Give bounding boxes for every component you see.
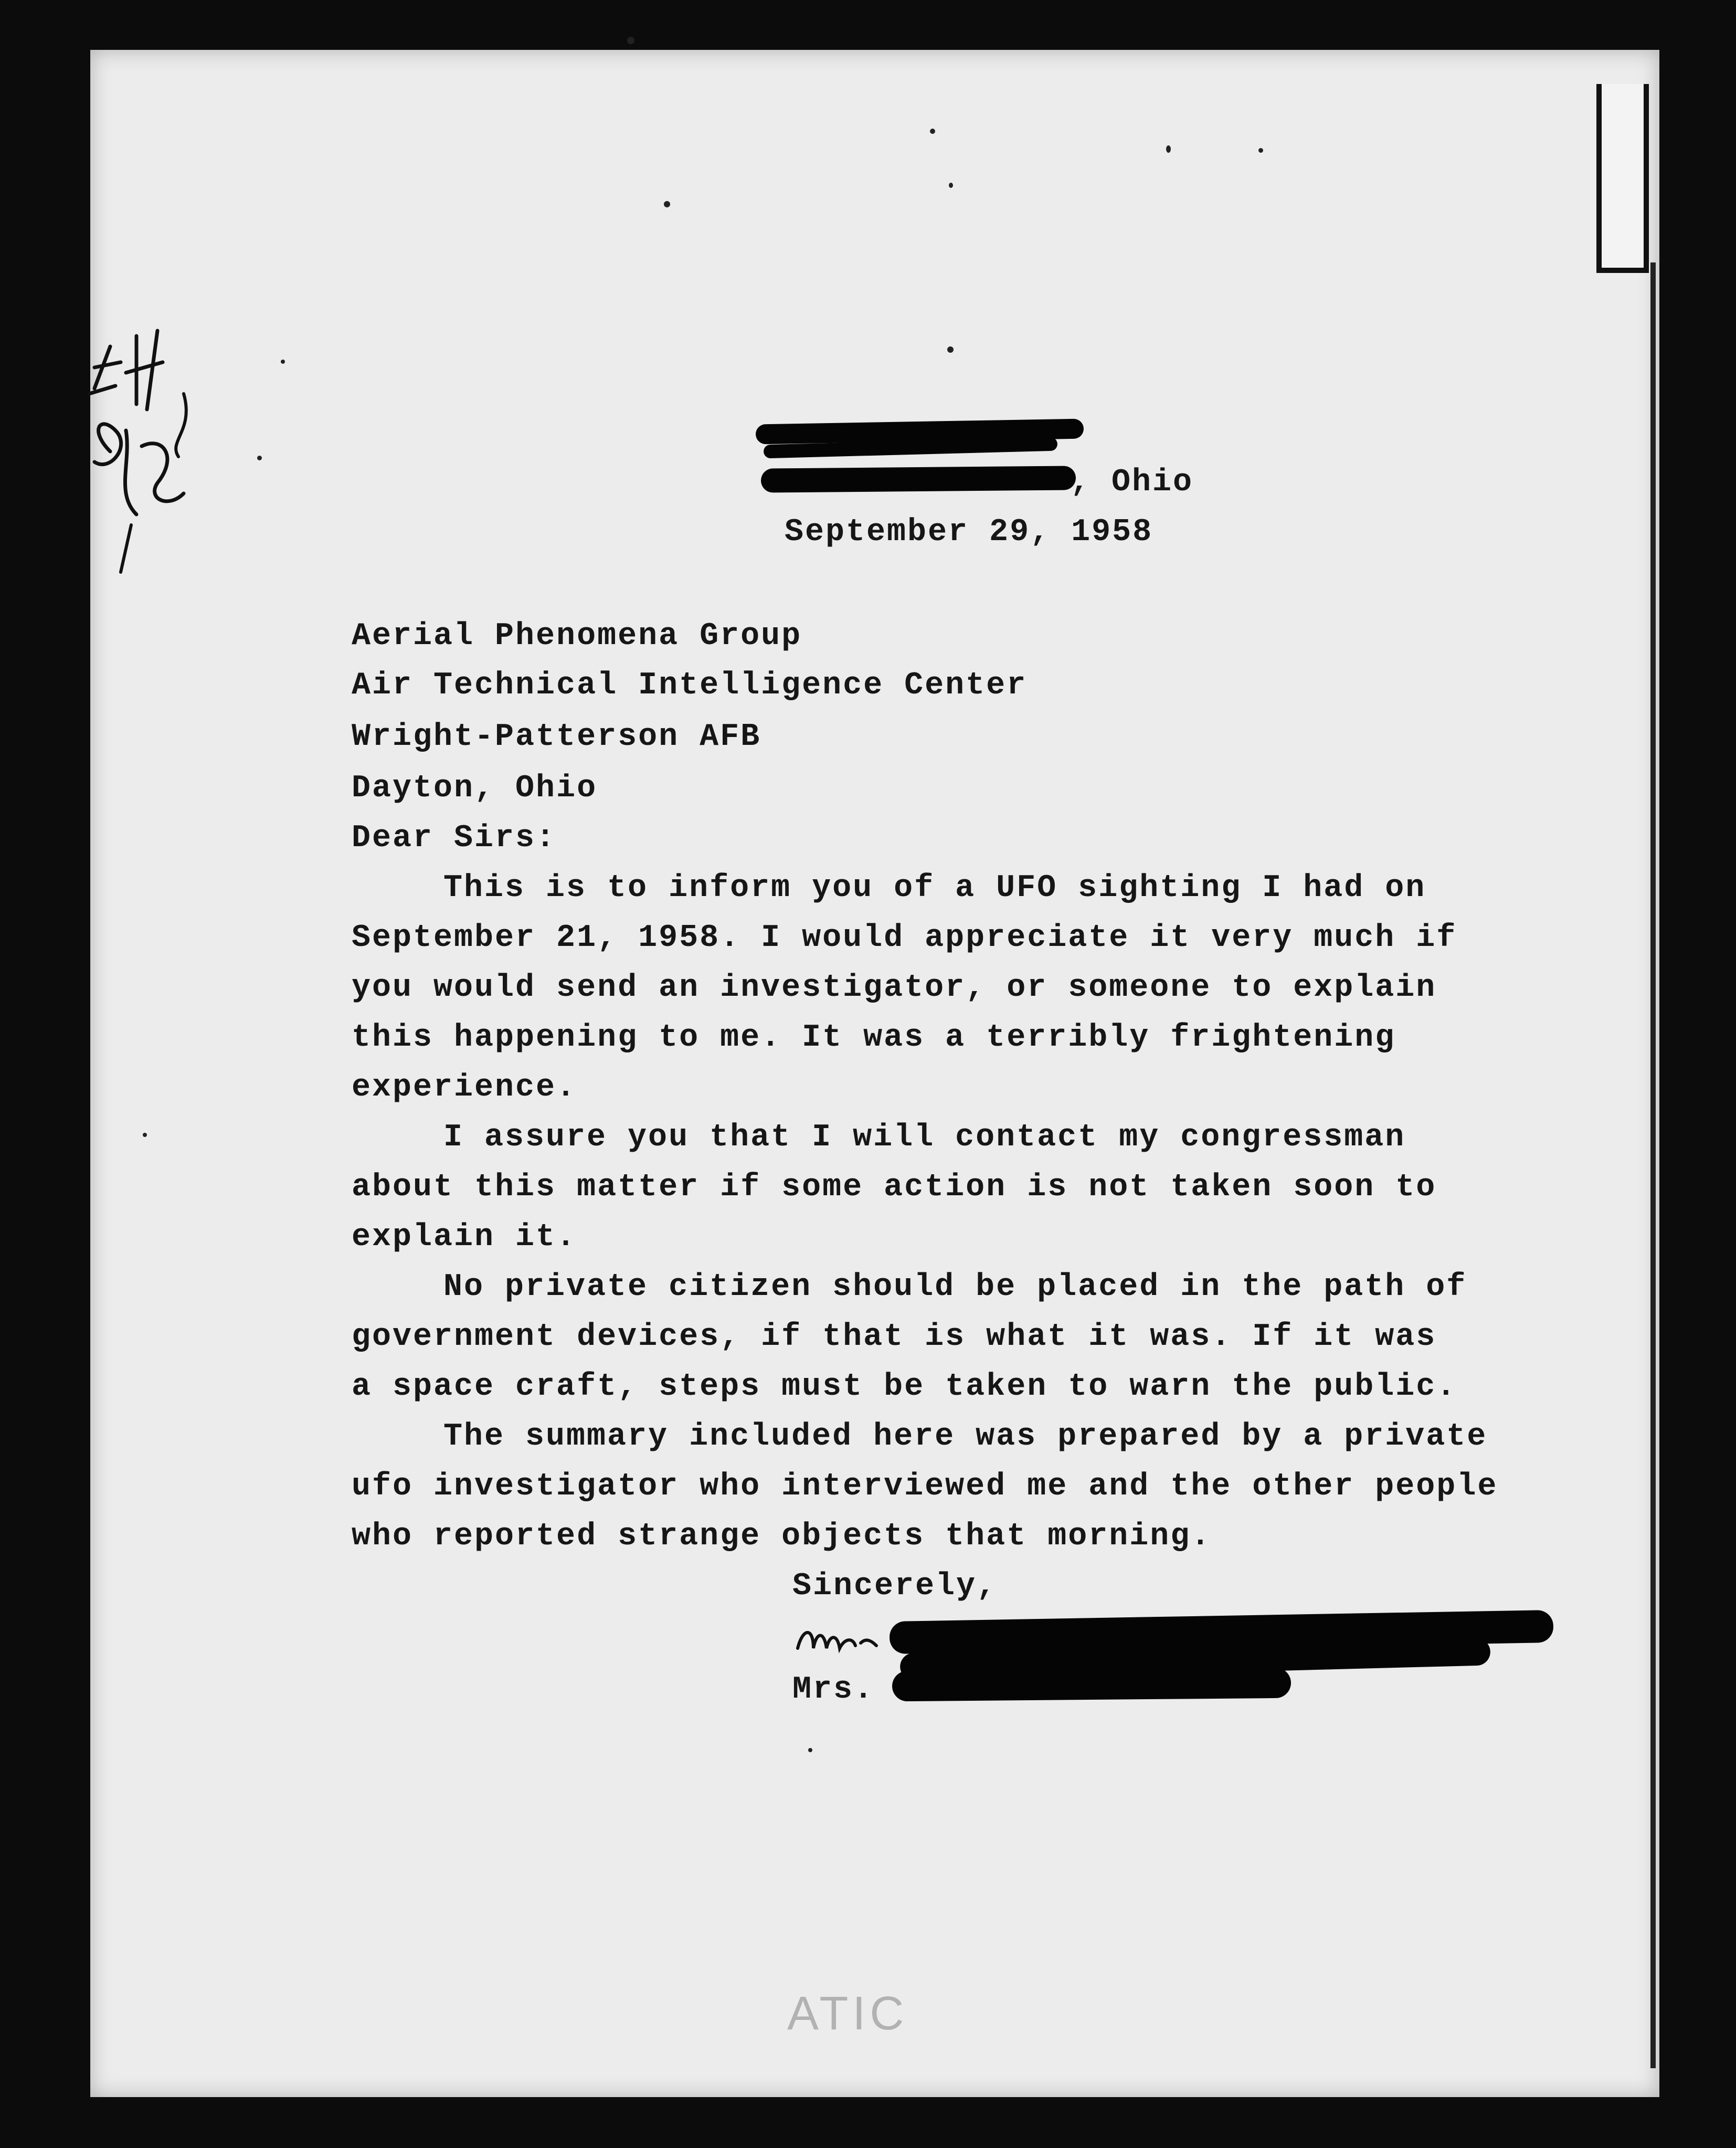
body-line: this happening to me. It was a terribly frightening	[352, 1020, 1396, 1056]
body-line: you would send an investigator, or someone to explain	[352, 970, 1437, 1006]
speck	[947, 346, 954, 353]
redaction-address-line-2	[761, 466, 1076, 492]
closing: Sincerely,	[792, 1568, 998, 1604]
recipient-line-2: Air Technical Intelligence Center	[352, 668, 1028, 703]
recipient-line-3: Wright-Patterson AFB	[352, 719, 761, 755]
letter-date: September 29, 1958	[785, 514, 1153, 550]
body-line: explain it.	[352, 1219, 577, 1255]
body-line: about this matter if some action is not taken soon to	[352, 1170, 1437, 1205]
body-line: I assure you that I will contact my congressman	[443, 1120, 1406, 1155]
binder-bar	[1596, 84, 1649, 273]
page-edge-line	[1650, 262, 1656, 2068]
body-line: who reported strange objects that morning.	[352, 1519, 1212, 1554]
atic-stamp: ATIC	[787, 1987, 908, 2040]
speck	[1166, 145, 1171, 153]
speck	[949, 183, 953, 188]
redaction-signature-3	[892, 1668, 1291, 1702]
body-line: No private citizen should be placed in the path of	[443, 1269, 1467, 1305]
speck	[1258, 148, 1263, 153]
body-line: government devices, if that is what it was. If it was	[352, 1319, 1437, 1355]
recipient-line-1: Aerial Phenomena Group	[352, 618, 802, 654]
speck	[664, 201, 670, 207]
signature-prefix: Mrs.	[792, 1672, 875, 1708]
body-line: ufo investigator who interviewed me and the other people	[352, 1469, 1498, 1504]
speck	[143, 1133, 147, 1137]
body-line: The summary included here was prepared by a private	[443, 1419, 1488, 1455]
body-line: September 21, 1958. I would appreciate it very much if	[352, 920, 1457, 956]
letter-page	[90, 50, 1659, 2097]
salutation: Dear Sirs:	[352, 820, 557, 856]
body-line: experience.	[352, 1070, 577, 1105]
speck	[281, 360, 285, 364]
speck	[930, 129, 935, 134]
speck	[808, 1748, 812, 1752]
body-line: This is to inform you of a UFO sighting I had on	[443, 870, 1426, 906]
handwritten-note-mark	[79, 325, 215, 588]
recipient-line-4: Dayton, Ohio	[352, 771, 598, 806]
body-line: a space craft, steps must be taken to warn the public.	[352, 1369, 1457, 1405]
speck	[627, 37, 634, 44]
sender-place: , Ohio	[1071, 465, 1194, 500]
speck	[257, 456, 262, 460]
